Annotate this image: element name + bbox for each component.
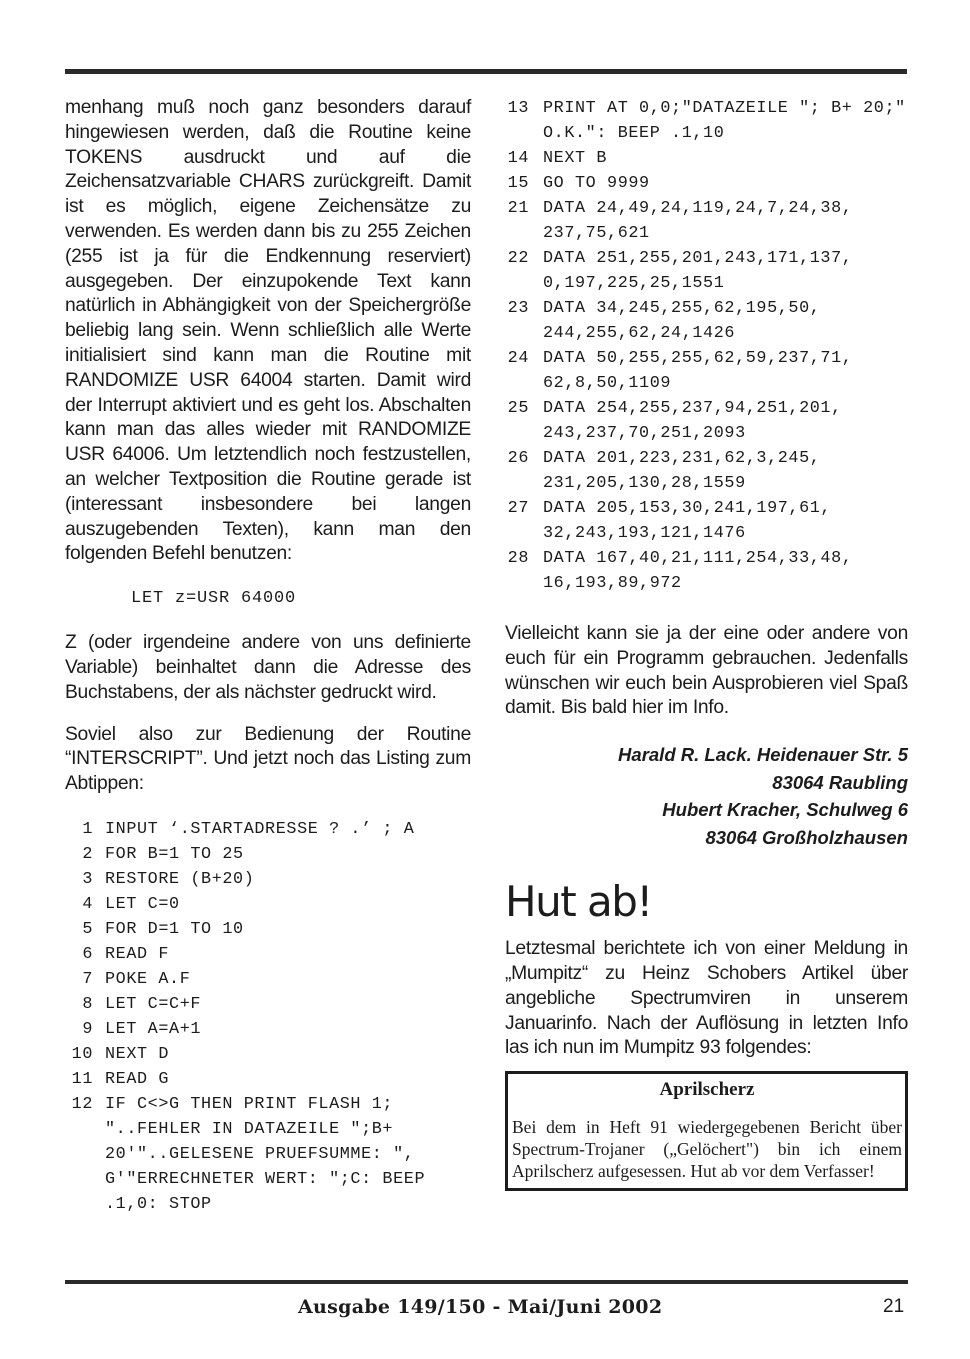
- line-number: 24: [507, 349, 529, 368]
- line-number: 13: [507, 99, 529, 118]
- line-code: GO TO 9999: [543, 174, 650, 193]
- paragraph: menhang muß noch ganz besonders darauf hingewiesen werden, daß die Routine keine TOKENS ausdruckt und auf die Zeichensatzvariable CHARS zurückgreift. Damit ist es möglich, eigene Zeichensätze zu verwenden. Es werden dann bis zu 255 Zeichen (255 ist ja für die Endkennung reserviert) ausgegeben. Der einzupokende Text kann natürlich in Abhängigkeit von der Speichergröße beliebig lang sein. Wenn schließlich alle Werte initialisiert sind kann man die Routine mit RANDOMIZE USR 64004 starten. Damit wird der Interrupt aktiviert und es geht los. Abschalten kann man das alles wieder mit RANDOMIZE USR 64006. Um letztendlich noch festzustellen, an welcher Textposition die Routine gerade ist (interessant insbesondere bei langen auszugebenden Texten), kann man den folgenden Befehl benutzen:: [65, 97, 471, 565]
- page-number: 21: [883, 1296, 905, 1317]
- line-code: DATA 24,49,24,119,24,7,24,38, 237,75,621: [543, 199, 864, 243]
- listing-line: [65, 842, 471, 867]
- paragraph: Soviel also zur Bedienung der Routine “INTERSCRIPT”. Und jetzt noch das Listing zum Abtippen:: [65, 723, 471, 795]
- code-example: LET z=USR 64000: [131, 589, 297, 609]
- left-column: [65, 96, 471, 1217]
- listing-line: [505, 146, 908, 171]
- signature-line: 83064 Großholzhausen: [705, 826, 908, 848]
- line-number: 22: [507, 249, 529, 268]
- line-code: FOR D=1 TO 10: [105, 919, 244, 939]
- line-code: DATA 201,223,231,62,3,245, 231,205,130,28,1559: [543, 449, 832, 493]
- listing-line: [65, 1042, 471, 1067]
- line-number: 14: [507, 149, 529, 168]
- top-rule: [65, 69, 907, 74]
- paragraph: Letztesmal berichtete ich von einer Meldung in „Mumpitz“ zu Heinz Schobers Artikel über angebliche Spectrumviren in unserem Januarinfo. Nach der Auflösung in letzten Info las ich nun im Mumpitz 93 folgendes:: [505, 938, 908, 1059]
- line-number: 1: [82, 819, 93, 839]
- paragraph: Vielleicht kann sie ja der eine oder andere von euch für ein Programm gebrauchen. Jedenfalls wünschen wir euch bein Ausprobieren viel Spaß damit. Bis bald hier im Info.: [505, 623, 908, 719]
- line-code: IF C<>G THEN PRINT FLASH 1; ″..FEHLER IN DATAZEILE ″;B+ 20'″..GELESENE PRUEFSUMME: ″, G'″ERRECHNETER WERT: ″;C: BEEP .1,0: STOP: [105, 1094, 436, 1214]
- listing-line: [505, 196, 908, 246]
- listing-line: [505, 96, 917, 146]
- line-code: DATA 251,255,201,243,171,137, 0,197,225,25,1551: [543, 249, 864, 293]
- line-number: 3: [82, 869, 93, 889]
- line-number: 21: [507, 199, 529, 218]
- line-number: 23: [507, 299, 529, 318]
- author-signature: [505, 741, 908, 851]
- issue-label: Ausgabe 149/150 - Mai/Juni 2002: [298, 1296, 663, 1318]
- listing-line: [505, 496, 908, 546]
- listing-line: [505, 246, 908, 296]
- basic-listing: [505, 96, 917, 596]
- listing-line: [505, 546, 908, 596]
- listing-line: [505, 296, 908, 346]
- bottom-rule: [65, 1280, 908, 1284]
- line-number: 7: [82, 969, 93, 989]
- line-code: DATA 50,255,255,62,59,237,71, 62,8,50,1109: [543, 349, 864, 393]
- line-code: READ F: [105, 944, 170, 964]
- right-column: [505, 96, 917, 1191]
- signature-line: Harald R. Lack. Heidenauer Str. 5: [618, 744, 908, 766]
- line-code: NEXT B: [543, 149, 608, 168]
- line-number: 28: [507, 549, 529, 568]
- listing-line: [65, 1017, 471, 1042]
- line-code: LET A=A+1: [105, 1019, 202, 1039]
- line-code: RESTORE (B+20): [105, 869, 255, 889]
- listing-line: [65, 817, 471, 842]
- line-number: 26: [507, 449, 529, 468]
- line-number: 2: [82, 844, 93, 864]
- basic-listing: [65, 817, 471, 1217]
- line-code: FOR B=1 TO 25: [105, 844, 244, 864]
- listing-line: [65, 917, 471, 942]
- line-code: NEXT D: [105, 1044, 170, 1064]
- line-code: DATA 167,40,21,111,254,33,48, 16,193,89,972: [543, 549, 864, 593]
- listing-line: [65, 1067, 471, 1092]
- line-code: POKE A.F: [105, 969, 191, 989]
- quote-box: [505, 1071, 908, 1191]
- line-number: 27: [507, 499, 529, 518]
- line-number: 5: [82, 919, 93, 939]
- listing-line: [505, 346, 908, 396]
- line-number: 25: [507, 399, 529, 418]
- listing-line: [65, 892, 471, 917]
- listing-line: [65, 942, 471, 967]
- line-number: 11: [71, 1069, 93, 1089]
- signature-line: 83064 Raubling: [772, 771, 908, 793]
- line-code: DATA 34,245,255,62,195,50, 244,255,62,24,1426: [543, 299, 832, 343]
- line-code: LET C=C+F: [105, 994, 202, 1014]
- paragraph: Z (oder irgendeine andere von uns definierte Variable) beinhaltet dann die Adresse des Buchstabens, der als nächster gedruckt wird.: [65, 632, 471, 703]
- line-number: 12: [71, 1094, 93, 1114]
- quote-title: Aprilscherz: [659, 1079, 755, 1101]
- line-code: INPUT ‘.STARTADRESSE ? .’ ; A: [105, 819, 415, 839]
- line-number: 15: [507, 174, 529, 193]
- listing-line: [65, 992, 471, 1017]
- listing-line: [65, 867, 471, 892]
- listing-line: [505, 171, 908, 196]
- line-code: DATA 254,255,237,94,251,201, 243,237,70,251,2093: [543, 399, 853, 443]
- line-number: 6: [82, 944, 93, 964]
- signature-line: Hubert Kracher, Schulweg 6: [662, 799, 908, 821]
- line-code: READ G: [105, 1069, 170, 1089]
- line-code: LET C=0: [105, 894, 180, 914]
- line-number: 8: [82, 994, 93, 1014]
- section-heading: Hut ab!: [505, 877, 652, 927]
- listing-line: [505, 446, 908, 496]
- line-code: DATA 205,153,30,241,197,61, 32,243,193,121,1476: [543, 499, 842, 543]
- listing-line: [505, 396, 908, 446]
- line-number: 4: [82, 894, 93, 914]
- line-number: 10: [71, 1044, 93, 1064]
- listing-line: [65, 967, 471, 992]
- line-code: PRINT AT 0,0;″DATAZEILE ″; B+ 20;″ O.K.″: BEEP .1,10: [543, 99, 917, 143]
- quote-body: Bei dem in Heft 91 wiedergegebenen Bericht über Spectrum-Trojaner („Gelöchert") bin ich einem Aprilscherz aufgesessen. Hut ab vor dem Verfasser!: [512, 1117, 902, 1182]
- line-number: 9: [82, 1019, 93, 1039]
- listing-line: [65, 1092, 471, 1217]
